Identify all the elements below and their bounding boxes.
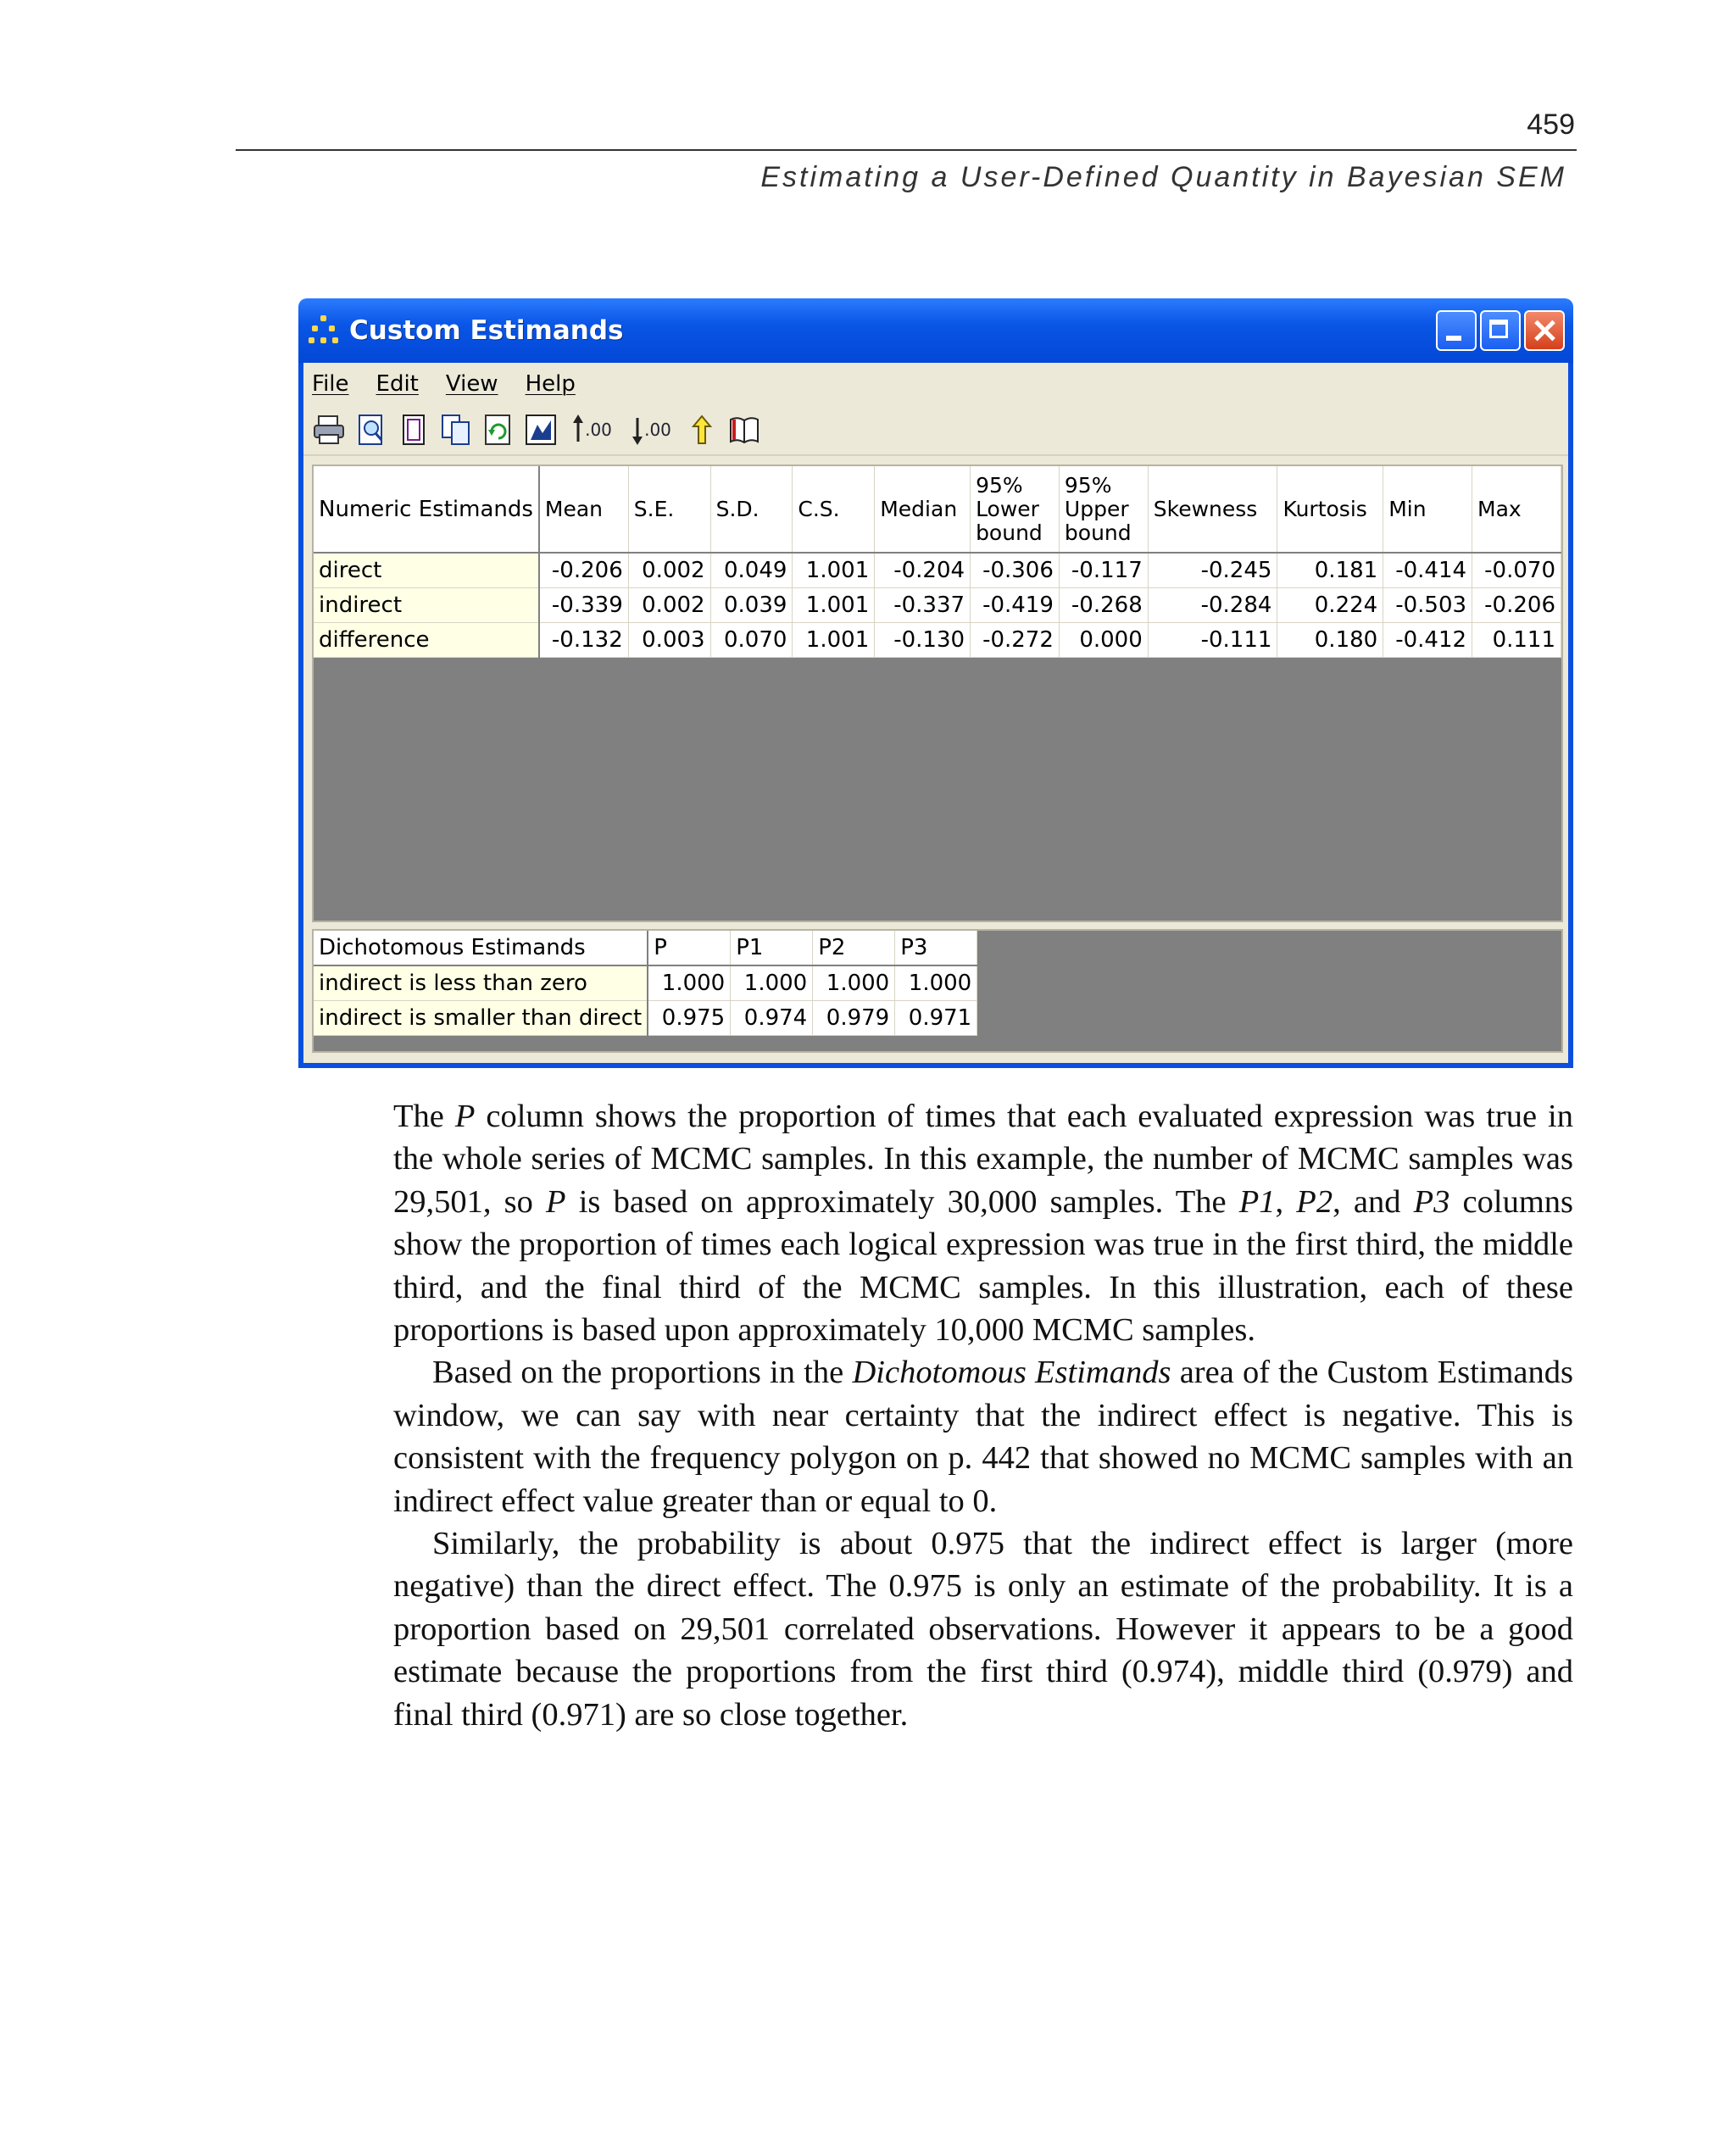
cell: -0.306 [971, 553, 1060, 588]
decrease-decimals-icon[interactable] [626, 413, 676, 447]
page-number: 459 [1527, 108, 1575, 141]
cell: 0.111 [1472, 623, 1561, 658]
refresh-icon[interactable] [481, 413, 515, 447]
window-title: Custom Estimands [349, 315, 624, 346]
col-header-p[interactable]: P [648, 931, 731, 965]
numeric-corner-header: Numeric Estimands [314, 466, 539, 553]
cell: -0.339 [539, 588, 628, 623]
cell: -0.272 [971, 623, 1060, 658]
col-header-sd[interactable]: S.D. [710, 466, 793, 553]
cell: 0.049 [710, 553, 793, 588]
col-header-se[interactable]: S.E. [628, 466, 710, 553]
menu-edit[interactable]: Edit [376, 371, 419, 397]
increase-decimals-label: .00 [585, 420, 612, 440]
help-book-icon[interactable] [727, 413, 761, 447]
col-header-cs[interactable]: C.S. [793, 466, 875, 553]
cell: 0.002 [628, 588, 710, 623]
cell: -0.245 [1148, 553, 1277, 588]
body-text [393, 1095, 1573, 1736]
numeric-estimands-table [314, 466, 1561, 658]
dichotomous-estimands-pane[interactable] [312, 929, 1563, 1053]
table-row[interactable] [314, 1001, 977, 1036]
cell: -0.419 [971, 588, 1060, 623]
cell: -0.204 [875, 553, 971, 588]
cell: 1.000 [731, 965, 813, 1001]
cell: 1.001 [793, 623, 875, 658]
custom-estimands-window [298, 298, 1573, 1068]
cell: -0.132 [539, 623, 628, 658]
col-header-p3[interactable]: P3 [895, 931, 977, 965]
minimize-button[interactable] [1436, 310, 1477, 351]
running-head: Estimating a User-Defined Quantity in Bayesian SEM [760, 161, 1566, 193]
increase-decimals-icon[interactable] [566, 413, 617, 447]
dichotomous-estimands-table [314, 931, 977, 1036]
pointer-icon[interactable] [685, 413, 719, 447]
col-header-p1[interactable]: P1 [731, 931, 813, 965]
cell: -0.117 [1059, 553, 1148, 588]
print-icon[interactable] [312, 413, 346, 447]
col-header-min[interactable]: Min [1383, 466, 1472, 553]
cell: -0.412 [1383, 623, 1472, 658]
cell: -0.206 [539, 553, 628, 588]
cell: -0.130 [875, 623, 971, 658]
cell: 1.001 [793, 588, 875, 623]
cell: 0.224 [1277, 588, 1383, 623]
maximize-button[interactable] [1480, 310, 1521, 351]
print-preview-icon[interactable] [354, 413, 388, 447]
cell: 0.971 [895, 1001, 977, 1036]
cell: 0.979 [813, 1001, 895, 1036]
cell: 0.070 [710, 623, 793, 658]
table-row[interactable] [314, 623, 1561, 658]
col-header-max[interactable]: Max [1472, 466, 1561, 553]
cell: 0.180 [1277, 623, 1383, 658]
cell: 0.039 [710, 588, 793, 623]
cell: 0.181 [1277, 553, 1383, 588]
paragraph-1: The P column shows the proportion of times that each evaluated expression was true in the whole series of MCMC samples. In this example, the number of MCMC samples was 29,501, so P is based on approximately 30,000 samples. The P1, P2, and P3 columns show the proportion of times each logical expression was true in the first third, the middle third, and the final third of the MCMC samples. In this illustration, each of these proportions is based upon approximately 10,000 MCMC samples. [393, 1099, 1574, 1349]
numeric-estimands-pane[interactable] [312, 465, 1563, 922]
cell: 1.000 [895, 965, 977, 1001]
paragraph-3: Similarly, the probability is about 0.975 that the indirect effect is larger (more negative) than the direct effect. The 0.975 is only an estimate of the probability. It is a proportion based on 29,501 correlated observations. However it appears to be a good estimate because the proportions from the first third (0.974), middle third (0.979) and final third (0.971) are so close together. [393, 1526, 1573, 1733]
cell: -0.268 [1059, 588, 1148, 623]
cell: 1.000 [813, 965, 895, 1001]
row-label: difference [314, 623, 539, 658]
cell: 1.000 [648, 965, 731, 1001]
cell: 1.001 [793, 553, 875, 588]
toolbar [303, 405, 1568, 456]
menu-file[interactable]: File [312, 371, 349, 397]
menu-bar [303, 363, 1568, 405]
cell: 0.975 [648, 1001, 731, 1036]
paragraph-2: Based on the proportions in the Dichotomous Estimands area of the Custom Estimands window, we can say with near certainty that the indirect effect is negative. This is consistent with the frequency polygon on p. 442 that showed no MCMC samples with an indirect effect value greater than or equal to 0. [393, 1355, 1574, 1519]
cell: 0.974 [731, 1001, 813, 1036]
col-header-p2[interactable]: P2 [813, 931, 895, 965]
cell: -0.503 [1383, 588, 1472, 623]
cell: 0.003 [628, 623, 710, 658]
chart-icon[interactable] [524, 413, 558, 447]
cell: 0.002 [628, 553, 710, 588]
menu-help[interactable]: Help [525, 371, 576, 397]
dichotomous-corner-header: Dichotomous Estimands [314, 931, 648, 965]
header-rule [236, 149, 1577, 151]
col-header-skewness[interactable]: Skewness [1148, 466, 1277, 553]
menu-view[interactable]: View [445, 371, 498, 397]
col-header-mean[interactable]: Mean [539, 466, 628, 553]
copy-icon[interactable] [439, 413, 473, 447]
cell: -0.111 [1148, 623, 1277, 658]
close-button[interactable] [1524, 310, 1565, 351]
col-header-kurtosis[interactable]: Kurtosis [1277, 466, 1383, 553]
page-setup-icon[interactable] [397, 413, 431, 447]
cell: -0.337 [875, 588, 971, 623]
cell: -0.206 [1472, 588, 1561, 623]
cell: -0.414 [1383, 553, 1472, 588]
table-row[interactable] [314, 965, 977, 1001]
cell: -0.070 [1472, 553, 1561, 588]
col-header-lower-bound[interactable]: 95% Lower bound [971, 466, 1060, 553]
table-row[interactable] [314, 553, 1561, 588]
row-label: direct [314, 553, 539, 588]
cell: -0.284 [1148, 588, 1277, 623]
amos-app-icon[interactable] [309, 315, 339, 346]
col-header-median[interactable]: Median [875, 466, 971, 553]
title-bar[interactable] [298, 298, 1573, 363]
row-label: indirect [314, 588, 539, 623]
row-label: indirect is less than zero [314, 965, 648, 1001]
table-row[interactable] [314, 588, 1561, 623]
row-label: indirect is smaller than direct [314, 1001, 648, 1036]
decrease-decimals-label: .00 [644, 420, 671, 440]
col-header-upper-bound[interactable]: 95% Upper bound [1059, 466, 1148, 553]
cell: 0.000 [1059, 623, 1148, 658]
